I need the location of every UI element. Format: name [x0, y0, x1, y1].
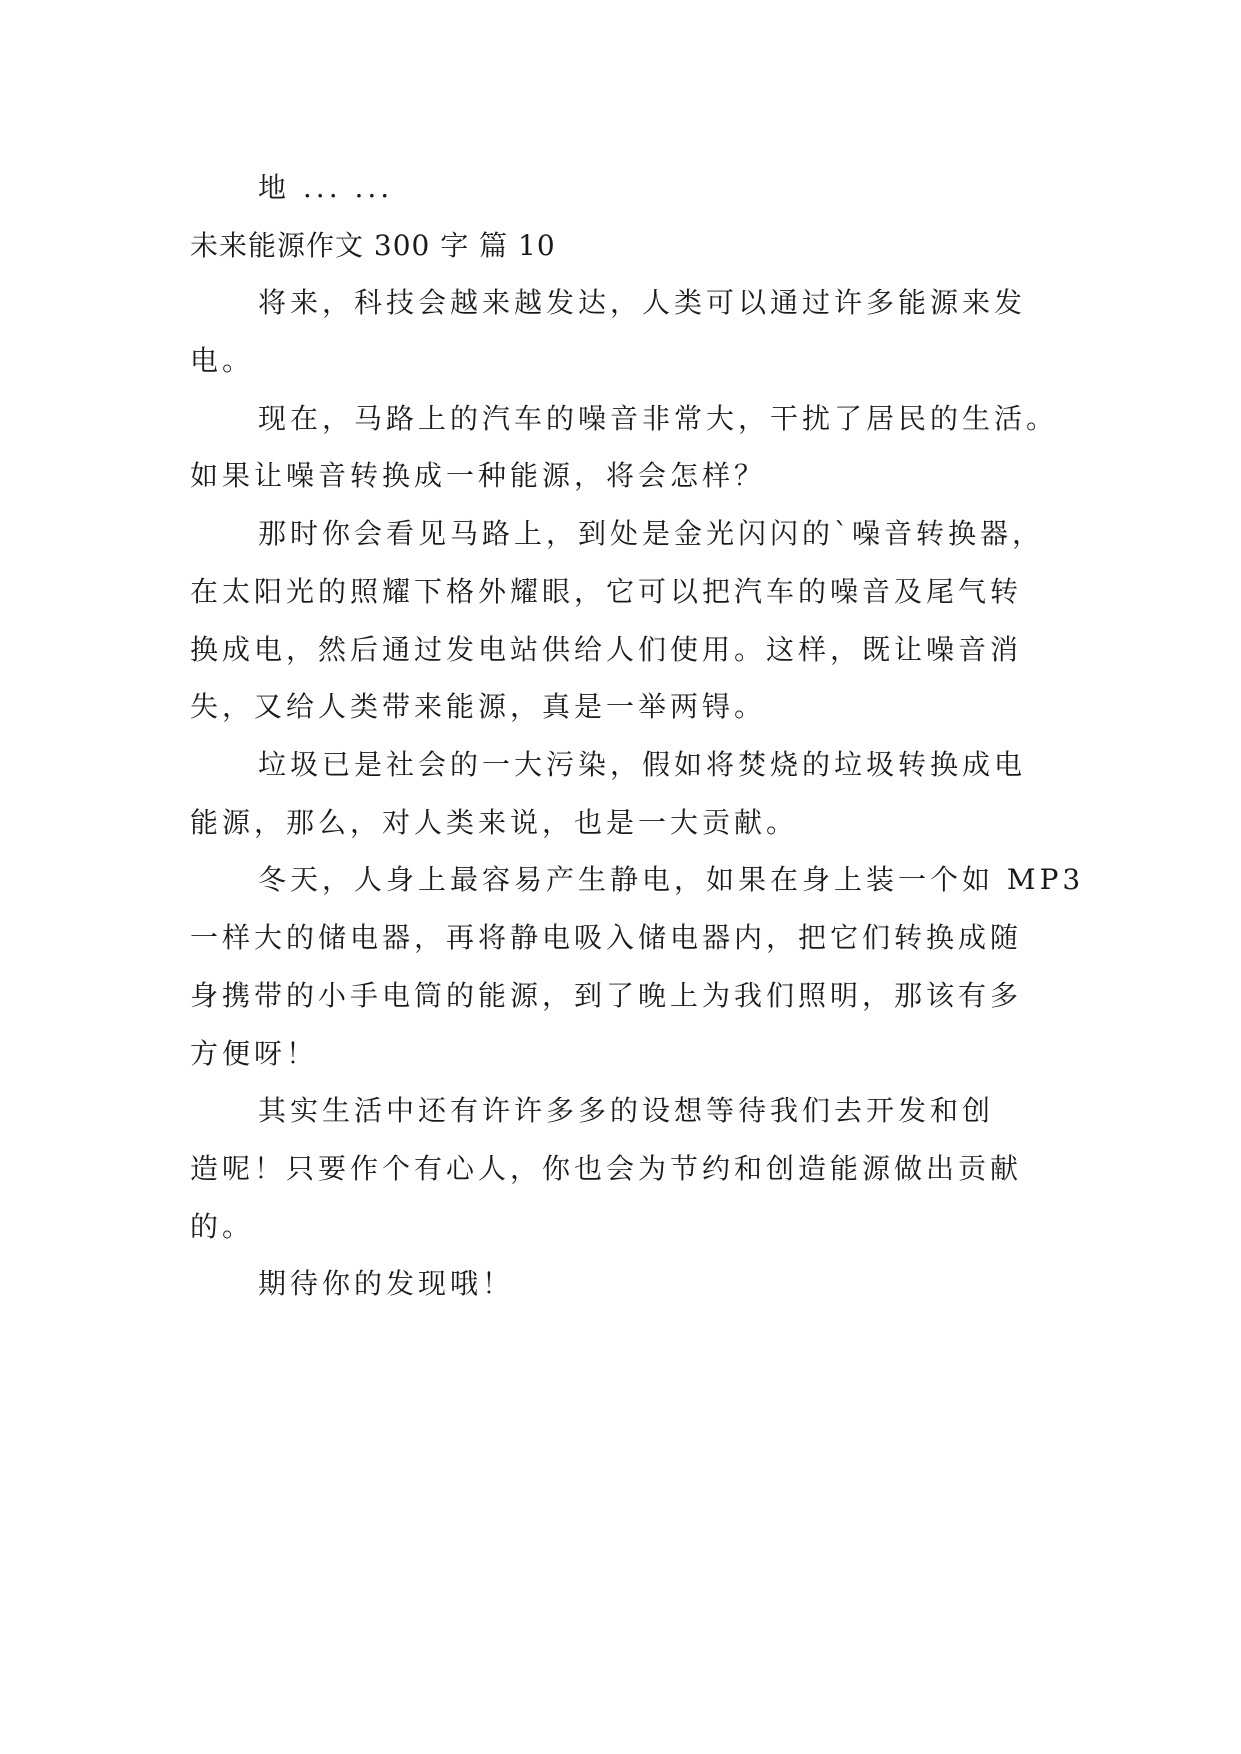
- paragraph-6-line-3: 的。: [190, 1210, 255, 1243]
- paragraph-6-line-1: 其实生活中还有许许多多的设想等待我们去开发和创: [258, 1094, 995, 1127]
- paragraph-6-line-2: 造呢！只要作个有心人，你也会为节约和创造能源做出贡献: [190, 1152, 1023, 1185]
- paragraph-2-line-2: 如果让噪音转换成一种能源，将会怎样？: [190, 459, 767, 492]
- paragraph-1-line-2: 电。: [190, 344, 255, 377]
- paragraph-1-line-1: 将来，科技会越来越发达，人类可以通过许多能源来发: [258, 286, 1027, 319]
- paragraph-5-line-2: 一样大的储电器，再将静电吸入储电器内，把它们转换成随: [190, 921, 1023, 954]
- text-line-continuation: 地 ... ...: [258, 171, 394, 204]
- paragraph-7-line-1: 期待你的发现哦！: [258, 1267, 515, 1300]
- paragraph-3-line-4: 失，又给人类带来能源，真是一举两锝。: [190, 690, 767, 723]
- paragraph-2-line-1: 现在，马路上的汽车的噪音非常大，干扰了居民的生活。: [258, 402, 1059, 435]
- paragraph-5-line-1: 冬天，人身上最容易产生静电，如果在身上装一个如 MP3: [258, 863, 1085, 896]
- paragraph-4-line-2: 能源，那么，对人类来说，也是一大贡献。: [190, 806, 799, 839]
- paragraph-3-line-1: 那时你会看见马路上，到处是金光闪闪的`噪音转换器，: [258, 517, 1045, 550]
- paragraph-3-line-3: 换成电，然后通过发电站供给人们使用。这样，既让噪音消: [190, 633, 1023, 666]
- section-heading: 未来能源作文 300 字 篇 10: [190, 229, 556, 262]
- paragraph-3-line-2: 在太阳光的照耀下格外耀眼，它可以把汽车的噪音及尾气转: [190, 575, 1023, 608]
- paragraph-5-line-4: 方便呀！: [190, 1037, 319, 1070]
- paragraph-5-line-3: 身携带的小手电筒的能源，到了晚上为我们照明，那该有多: [190, 979, 1023, 1012]
- paragraph-4-line-1: 垃圾已是社会的一大污染，假如将焚烧的垃圾转换成电: [258, 748, 1027, 781]
